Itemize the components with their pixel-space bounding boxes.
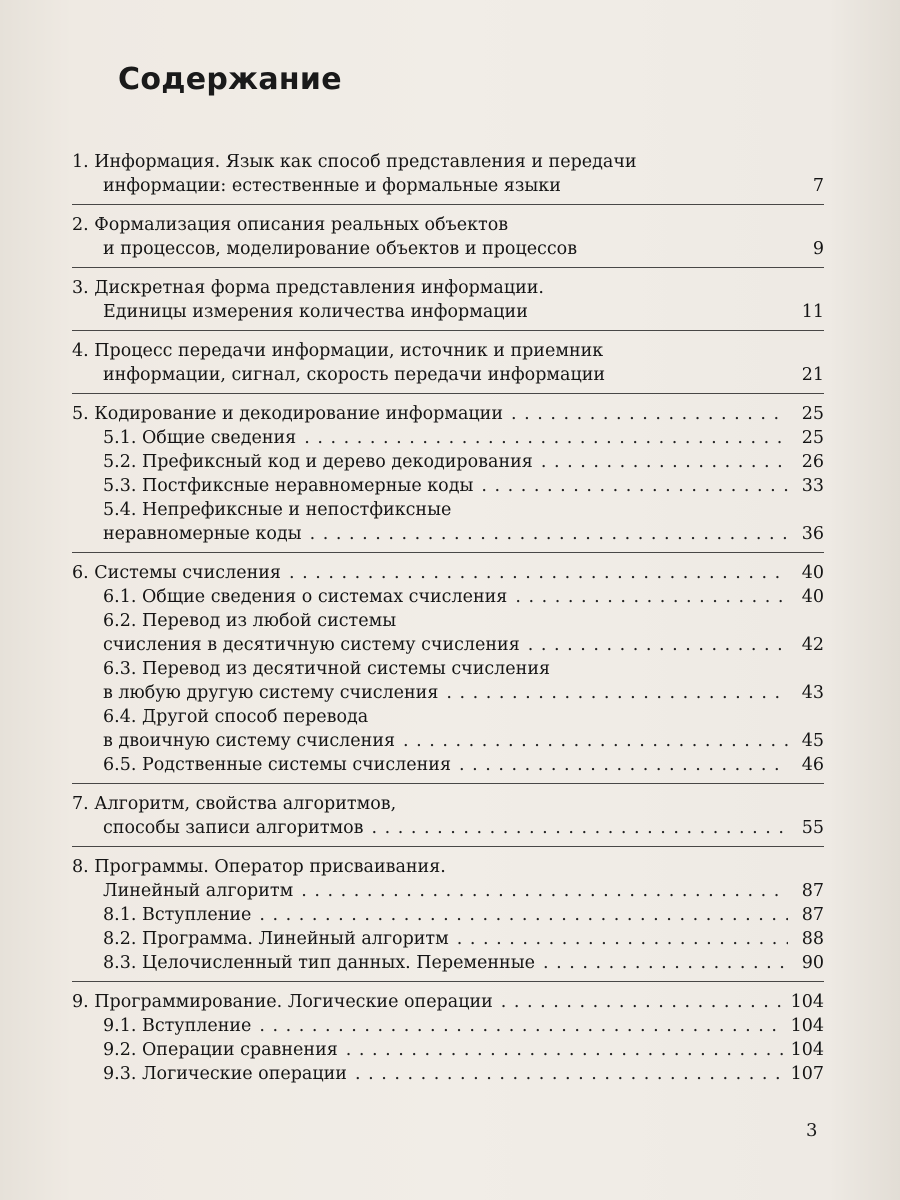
section-divider <box>72 204 824 205</box>
toc-page-number: 9 <box>812 239 824 259</box>
toc-page-number: 88 <box>801 929 824 949</box>
toc-entry-line: 5. Кодирование и декодирование информации <box>72 404 503 424</box>
toc-subsection[interactable] <box>103 903 824 927</box>
toc-entry-line: в любую другую систему счисления <box>103 683 439 703</box>
dot-leader <box>459 753 788 777</box>
toc-subsection[interactable] <box>103 498 824 546</box>
section-divider <box>72 330 824 331</box>
toc-entry-line: способы записи алгоритмов <box>103 818 364 838</box>
toc-subsection[interactable] <box>103 1062 824 1086</box>
dot-leader <box>301 879 788 903</box>
dot-leader <box>446 681 788 705</box>
toc-subsection[interactable] <box>103 927 824 951</box>
dot-leader <box>372 816 788 840</box>
dot-leader <box>501 990 783 1014</box>
toc-entry-line: 9.1. Вступление <box>103 1016 252 1036</box>
toc-subsection[interactable] <box>103 753 824 777</box>
toc-entry-line: 5.4. Непрефиксные и непостфиксные <box>103 500 452 520</box>
toc-chapter[interactable] <box>72 276 824 324</box>
section-divider <box>72 552 824 553</box>
toc-entry-line: 5.1. Общие сведения <box>103 428 297 448</box>
toc-page-number: 25 <box>801 428 824 448</box>
section-divider <box>72 393 824 394</box>
dot-leader <box>515 585 788 609</box>
dot-leader <box>304 426 788 450</box>
section-divider <box>72 846 824 847</box>
toc-entry-line: 3. Дискретная форма представления информации. <box>72 278 544 298</box>
toc-entry-line: 6.4. Другой способ перевода <box>103 707 369 727</box>
toc-page-number: 42 <box>801 635 824 655</box>
toc-page-number: 104 <box>790 1040 824 1060</box>
toc-chapter[interactable] <box>72 339 824 387</box>
toc-entry-line: 8. Программы. Оператор присваивания. <box>72 857 446 877</box>
toc-page-number: 43 <box>801 683 824 703</box>
toc-entry-line: информации, сигнал, скорость передачи информации <box>103 365 606 385</box>
toc-entry-line: 6.1. Общие сведения о системах счисления <box>103 587 508 607</box>
toc-entry-line: 6. Системы счисления <box>72 563 281 583</box>
toc-entry-line: 1. Информация. Язык как способ представления и передачи <box>72 152 637 172</box>
toc-subsection[interactable] <box>103 705 824 753</box>
toc-entry-line: 8.3. Целочисленный тип данных. Переменные <box>103 953 536 973</box>
toc-page-number: 21 <box>801 365 824 385</box>
toc-entry-line: в двоичную систему счисления <box>103 731 396 751</box>
toc-page-number: 36 <box>801 524 824 544</box>
dot-leader <box>259 1014 782 1038</box>
toc-page-number: 11 <box>801 302 824 322</box>
toc-chapter[interactable] <box>72 402 824 426</box>
toc-chapter[interactable] <box>72 855 824 903</box>
toc-chapter[interactable] <box>72 990 824 1014</box>
toc-page-number: 33 <box>801 476 824 496</box>
toc-chapter[interactable] <box>72 561 824 585</box>
toc-entry-line: 2. Формализация описания реальных объектов <box>72 215 509 235</box>
toc-entry-line: 6.3. Перевод из десятичной системы счисления <box>103 659 551 679</box>
dot-leader <box>346 1038 783 1062</box>
toc-page-number: 40 <box>801 563 824 583</box>
dot-leader <box>289 561 788 585</box>
page-number: 3 <box>806 1120 818 1141</box>
toc-subsection[interactable] <box>103 1014 824 1038</box>
toc-page-number: 87 <box>801 881 824 901</box>
dot-leader <box>528 633 788 657</box>
toc-entry-line: счисления в десятичную систему счисления <box>103 635 520 655</box>
toc-entry-line: Линейный алгоритм <box>103 881 294 901</box>
toc-page-number: 46 <box>801 755 824 775</box>
dot-leader <box>541 450 788 474</box>
dot-leader <box>543 951 788 975</box>
toc-subsection[interactable] <box>103 951 824 975</box>
toc-page-number: 7 <box>812 176 824 196</box>
toc-entry-line: 6.5. Родственные системы счисления <box>103 755 451 775</box>
section-divider <box>72 267 824 268</box>
toc-chapter[interactable] <box>72 213 824 261</box>
toc-subsection[interactable] <box>103 426 824 450</box>
section-divider <box>72 981 824 982</box>
toc-entry-line: 8.1. Вступление <box>103 905 252 925</box>
dot-leader <box>481 474 788 498</box>
toc-page-number: 104 <box>790 992 824 1012</box>
toc-page-number: 107 <box>790 1064 824 1084</box>
toc-page-number: 104 <box>790 1016 824 1036</box>
toc-entry-line: 9. Программирование. Логические операции <box>72 992 493 1012</box>
dot-leader <box>310 522 788 546</box>
toc-entry-line: 4. Процесс передачи информации, источник и приемник <box>72 341 604 361</box>
toc-page-number: 90 <box>801 953 824 973</box>
toc-entry-line: 6.2. Перевод из любой системы <box>103 611 397 631</box>
toc-subsection[interactable] <box>103 450 824 474</box>
dot-leader <box>259 903 788 927</box>
toc-entry-line: 9.2. Операции сравнения <box>103 1040 338 1060</box>
toc-chapter[interactable] <box>72 150 824 198</box>
toc-subsection[interactable] <box>103 609 824 657</box>
table-of-contents <box>72 150 824 1086</box>
toc-entry-line: Единицы измерения количества информации <box>103 302 528 322</box>
dot-leader <box>355 1062 783 1086</box>
dot-leader <box>511 402 788 426</box>
toc-entry-line: 9.3. Логические операции <box>103 1064 347 1084</box>
dot-leader <box>403 729 788 753</box>
toc-page-number: 87 <box>801 905 824 925</box>
toc-entry-line: 7. Алгоритм, свойства алгоритмов, <box>72 794 397 814</box>
toc-entry-line: неравномерные коды <box>103 524 302 544</box>
toc-subsection[interactable] <box>103 474 824 498</box>
toc-subsection[interactable] <box>103 657 824 705</box>
toc-subsection[interactable] <box>103 1038 824 1062</box>
toc-chapter[interactable] <box>72 792 824 840</box>
toc-page-number: 45 <box>801 731 824 751</box>
toc-entry-line: информации: естественные и формальные языки <box>103 176 561 196</box>
section-divider <box>72 783 824 784</box>
toc-entry-line: 5.3. Постфиксные неравномерные коды <box>103 476 474 496</box>
toc-page-number: 55 <box>801 818 824 838</box>
toc-page-number: 40 <box>801 587 824 607</box>
dot-leader <box>457 927 788 951</box>
toc-page-number: 25 <box>801 404 824 424</box>
toc-entry-line: и процессов, моделирование объектов и процессов <box>103 239 578 259</box>
toc-entry-line: 5.2. Префиксный код и дерево декодирования <box>103 452 533 472</box>
toc-page-number: 26 <box>801 452 824 472</box>
page-title: Содержание <box>118 62 342 97</box>
toc-entry-line: 8.2. Программа. Линейный алгоритм <box>103 929 449 949</box>
toc-subsection[interactable] <box>103 585 824 609</box>
